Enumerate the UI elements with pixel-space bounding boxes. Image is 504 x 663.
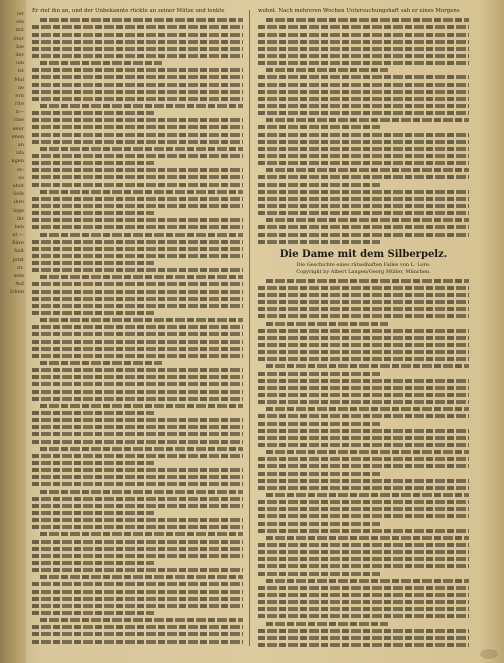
text-line (32, 90, 243, 94)
text-line (258, 350, 469, 354)
story-subtitle: Die Geschichte eines rätselhaften Falles von L. Lore. (296, 261, 431, 268)
text-line (258, 154, 469, 158)
text-line (32, 397, 243, 401)
margin-fragment: ern (15, 92, 24, 99)
story-title: Die Dame mit dem Silberpelz. (279, 248, 448, 260)
text-line (32, 454, 243, 458)
text-line (32, 183, 243, 187)
margin-fragment: bie (16, 43, 24, 50)
text-line (258, 507, 469, 511)
text-line (258, 607, 469, 611)
margin-fragment: enen (11, 133, 24, 140)
margin-fragment: Ist (17, 68, 24, 75)
text-line (266, 407, 469, 411)
text-line (32, 525, 243, 529)
margin-fragment: halt (14, 248, 24, 255)
text-line (40, 104, 243, 108)
text-line (266, 364, 469, 368)
margin-fragment: ieler (12, 125, 24, 132)
text-line (258, 211, 469, 215)
text-line (258, 643, 469, 647)
text-line (258, 133, 469, 137)
text-line (32, 547, 243, 551)
margin-fragment: nt. (17, 264, 24, 271)
text-line (258, 500, 469, 504)
text-line (258, 479, 469, 483)
text-line (32, 382, 243, 386)
text-line (258, 443, 469, 447)
left-column-opening-line: Er rief ihn an, und der Unbekannte rückte an seiner Mütze und lenkte (32, 8, 225, 14)
margin-fragment: Mal (14, 76, 24, 83)
text-line (32, 418, 243, 422)
text-line (258, 190, 469, 194)
text-line (40, 233, 243, 237)
text-line (258, 293, 469, 297)
text-line (258, 175, 469, 179)
text-line (32, 632, 243, 636)
margin-fragment: lege (13, 207, 24, 214)
text-line (258, 97, 469, 101)
text-line (32, 411, 154, 415)
text-line (32, 375, 243, 379)
text-line (258, 629, 469, 633)
text-line (266, 168, 469, 172)
text-line (32, 111, 154, 115)
text-line (32, 33, 243, 37)
text-line (258, 393, 469, 397)
text-line (32, 40, 243, 44)
margin-fragment: so (18, 174, 24, 181)
margin-fragment: rite (15, 101, 24, 108)
text-line (32, 204, 243, 208)
text-line (258, 40, 469, 44)
text-line (32, 68, 243, 72)
text-line (258, 25, 469, 29)
text-line (32, 340, 243, 344)
text-line (266, 218, 469, 222)
text-line (40, 532, 243, 536)
text-line (258, 357, 469, 361)
text-line (266, 536, 469, 540)
margin-fragment: ben (14, 223, 24, 230)
text-line (32, 154, 243, 158)
text-line (40, 404, 243, 408)
text-line (32, 197, 243, 201)
text-line (32, 282, 243, 286)
left-text-column (32, 8, 243, 648)
margin-fragment: der (15, 51, 24, 58)
text-line (32, 311, 154, 315)
text-line (258, 386, 469, 390)
text-line (258, 329, 469, 333)
text-line (258, 543, 469, 547)
text-line (258, 400, 469, 404)
text-line (32, 540, 243, 544)
text-line (32, 390, 243, 394)
text-line (40, 618, 243, 622)
text-line (32, 561, 154, 565)
text-line (32, 425, 243, 429)
text-line (32, 247, 243, 251)
text-line (32, 47, 243, 51)
text-line (258, 161, 469, 165)
text-line (32, 554, 243, 558)
text-line (258, 379, 469, 383)
margin-fragment: sein (13, 273, 24, 279)
margin-fragment: abut (12, 182, 24, 189)
text-line (32, 368, 243, 372)
text-line (32, 354, 243, 358)
text-line (258, 147, 469, 151)
text-line (32, 254, 243, 258)
adjacent-page-margin-text (4, 10, 24, 640)
text-line (258, 636, 469, 640)
margin-fragment: ihre (13, 199, 24, 206)
text-line (258, 514, 469, 518)
margin-fragment: ufa (15, 150, 24, 157)
text-line (32, 518, 243, 522)
right-column-opening-line: wohnt. Nach mehreren Wochen Untersuchungshaft sah er eines Morgens (258, 8, 460, 14)
margin-fragment: ihr (16, 215, 24, 222)
text-line (266, 279, 469, 283)
text-line (258, 422, 380, 426)
text-line (32, 240, 243, 244)
text-line (32, 475, 243, 479)
text-line (32, 218, 243, 222)
text-line (32, 118, 243, 122)
text-line (258, 550, 469, 554)
text-line (258, 436, 469, 440)
text-line (258, 572, 380, 576)
margin-fragment: ngen (11, 158, 24, 165)
text-line (266, 118, 469, 122)
text-line (258, 125, 380, 129)
text-line (258, 307, 469, 311)
text-line (258, 314, 469, 318)
margin-fragment: Auf (15, 281, 24, 288)
text-line (258, 286, 469, 290)
text-line (40, 18, 243, 22)
text-line (266, 18, 469, 22)
text-line (266, 68, 388, 72)
text-line (258, 600, 469, 604)
text-line (32, 54, 243, 58)
text-line (258, 225, 469, 229)
text-line (258, 343, 469, 347)
text-line (32, 590, 243, 594)
margin-fragment: ier (17, 11, 24, 17)
text-line (32, 611, 154, 615)
text-line (258, 83, 469, 87)
text-line (258, 54, 469, 58)
text-line (32, 511, 154, 515)
text-line (32, 504, 243, 508)
margin-fragment: rine (13, 117, 24, 124)
page-stain (480, 649, 498, 659)
text-line (258, 614, 469, 618)
text-line (258, 61, 469, 65)
margin-fragment: Ichen (9, 289, 24, 296)
text-line (32, 133, 243, 137)
text-line (32, 325, 243, 329)
text-line (258, 197, 469, 201)
text-line (32, 497, 243, 501)
text-line (258, 586, 469, 590)
text-line (258, 414, 469, 418)
margin-fragment: Selb (12, 191, 24, 198)
text-line (32, 83, 243, 87)
text-line (32, 432, 243, 436)
margin-fragment: um (16, 60, 24, 67)
text-line (258, 75, 469, 79)
text-line (266, 322, 388, 326)
text-line (40, 318, 243, 322)
text-line (32, 347, 243, 351)
text-line (258, 457, 469, 461)
text-line (32, 290, 243, 294)
text-line (32, 225, 243, 229)
text-line (258, 429, 469, 433)
text-line (258, 472, 380, 476)
column-divider-rule (249, 10, 250, 646)
text-line (32, 261, 154, 265)
text-line (32, 582, 243, 586)
text-line (258, 557, 469, 561)
text-line (266, 622, 388, 626)
text-line (32, 604, 243, 608)
margin-fragment: er: (16, 166, 24, 173)
text-line (266, 493, 469, 497)
text-line (32, 211, 154, 215)
text-line (258, 90, 469, 94)
text-line (266, 450, 469, 454)
text-line (40, 447, 243, 451)
text-line (258, 486, 469, 490)
text-line (258, 183, 380, 187)
text-line (32, 140, 243, 144)
margin-fragment: Ster (13, 35, 24, 42)
margin-fragment: an (17, 142, 24, 148)
right-text-column (258, 8, 469, 648)
text-line (258, 593, 469, 597)
text-line (32, 297, 243, 301)
text-line (32, 625, 243, 629)
text-line (40, 490, 243, 494)
text-line (32, 568, 243, 572)
text-line (32, 304, 243, 308)
text-line (258, 464, 469, 468)
margin-fragment: jetzt (12, 256, 24, 263)
text-line (32, 175, 243, 179)
text-line (258, 336, 469, 340)
text-line (40, 61, 162, 65)
text-line (32, 597, 243, 601)
text-line (32, 97, 243, 101)
text-line (258, 372, 380, 376)
margin-fragment: n— (15, 109, 24, 116)
text-line (258, 233, 469, 237)
text-line (258, 47, 469, 51)
text-line (40, 275, 243, 279)
margin-fragment: at — (12, 232, 24, 239)
text-line (32, 268, 243, 272)
margin-fragment: mit (15, 27, 24, 34)
text-line (40, 361, 162, 365)
margin-fragment: ne (17, 84, 24, 91)
margin-fragment: Bäre (11, 240, 24, 247)
text-line (258, 240, 380, 244)
text-line (32, 332, 243, 336)
text-line (32, 75, 243, 79)
text-line (32, 440, 243, 444)
text-line (40, 190, 243, 194)
copyright-line: Copyright by Albert Langen/Georg Müller, München. (296, 268, 431, 275)
text-line (32, 168, 243, 172)
text-line (258, 522, 380, 526)
text-line (32, 161, 154, 165)
text-line (258, 111, 469, 115)
text-line (258, 33, 469, 37)
text-line (40, 575, 243, 579)
text-line (258, 564, 469, 568)
text-line (32, 125, 243, 129)
text-line (32, 461, 154, 465)
text-line (258, 300, 469, 304)
text-line (32, 25, 243, 29)
text-line (258, 204, 469, 208)
text-line (258, 104, 469, 108)
text-line (32, 468, 243, 472)
text-line (266, 579, 469, 583)
text-line (32, 482, 243, 486)
text-line (258, 140, 469, 144)
margin-fragment: ein (16, 19, 24, 26)
text-line (258, 529, 469, 533)
text-line (40, 147, 243, 151)
text-line (32, 640, 243, 644)
